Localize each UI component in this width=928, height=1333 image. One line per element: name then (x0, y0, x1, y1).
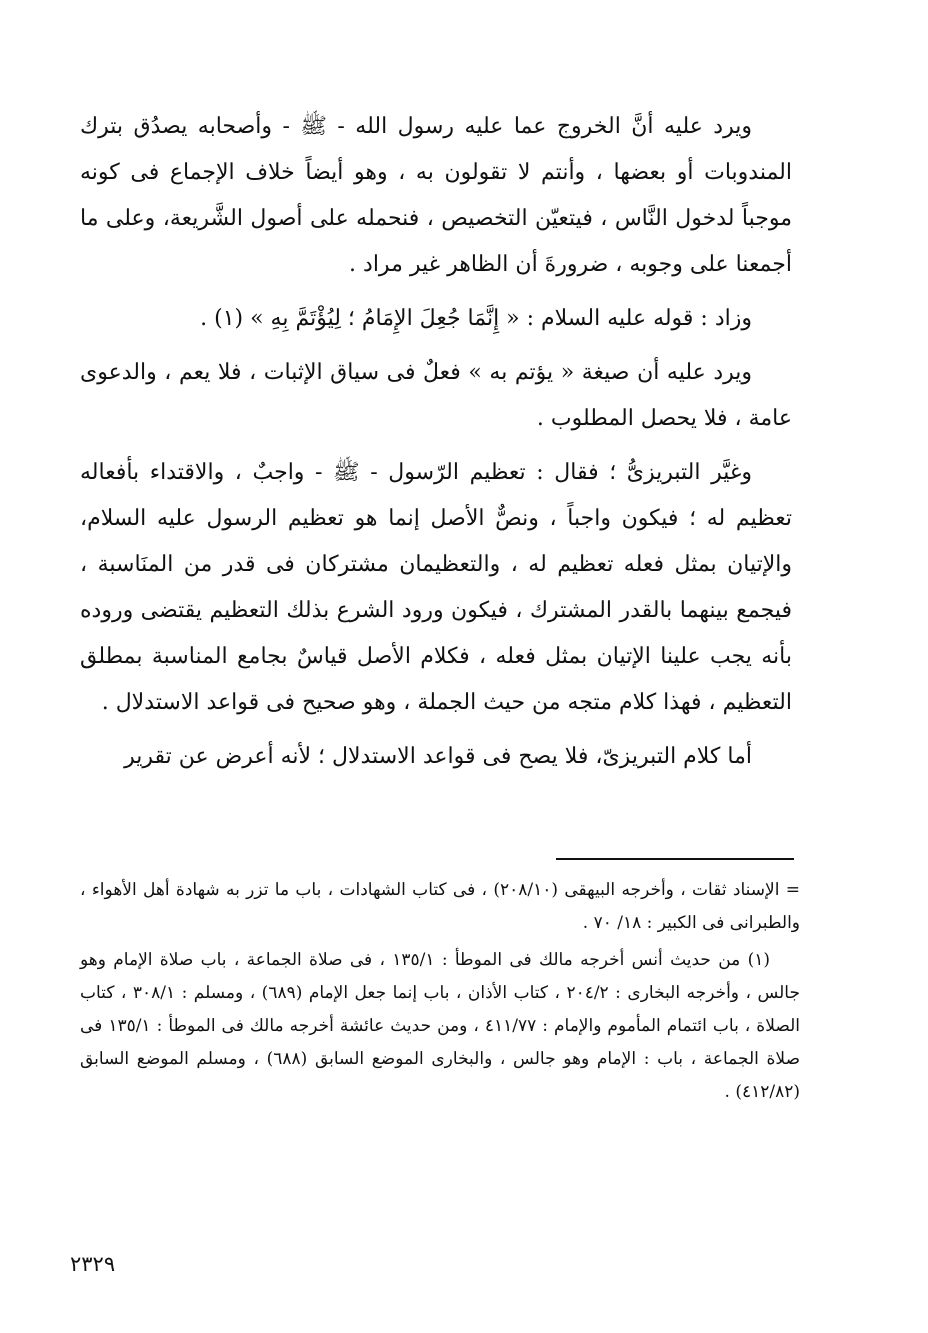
footnote-1: (١) من حديث أنس أخرجه مالك فى الموطأ : ١٣٥/١ ، فى صلاة الجماعة ، باب صلاة الإمام وهو جالس ، وأخرجه البخارى : ٢٠٤/٢ ، كتاب الأذان ، باب إنما جعل الإمام (٦٨٩) ، ومسلم : ٣٠٨/١ ، كتاب الصلاة ، باب ائتمام المأموم والإمام : ٤١١/٧٧ ، ومن حديث عائشة أخرجه مالك فى الموطأ : ١٣٥/١ فى صلاة الجماعة ، باب : الإمام وهو جالس ، والبخارى الموضع السابق (٦٨٨) ، ومسلم الموضع السابق (٤١٢/٨٢) . (80, 950, 801, 1102)
paragraph-5: أما كلام التبريزىّ، فلا يصح فى قواعد الاستدلال ؛ لأنه أعرض عن تقرير (124, 744, 752, 769)
footnote-continuation: = الإسناد ثقات ، وأخرجه البيهقى (٢٠٨/١٠) ، فى كتاب الشهادات ، باب ما تزر به شهادة أهل الأهواء ، والطبرانى فى الكبير : ١٨/ ٧٠ . (80, 880, 800, 933)
paragraph-4: وغيَّر التبريزىُّ ؛ فقال : تعظيم الرّسول - ﷺ - واجبٌ ، والاقتداء بأفعاله تعظيم له ؛ فيكون واجباً ، ونصٌّ الأصل إنما هو تعظيم الرسول عليه السلام، والإتيان بمثل فعله تعظيم له ، والتعظيمان مشتركان فى قدر من المنَاسبة ، فيجمع بينهما بالقدر المشترك ، فيكون ورود الشرع بذلك التعظيم يقتضى وروده بأنه يجب علينا الإتيان بمثل فعله ، فكلام الأصل قياسٌ بجامع المناسبة بمطلق التعظيم ، فهذا كلام متجه من حيث الجملة ، وهو صحيح فى قواعد الاستدلال . (80, 460, 792, 715)
paragraph-1: ويرد عليه أنَّ الخروج عما عليه رسول الله - ﷺ - وأصحابه يصدُق بترك المندوبات أو بعضها ، وأنتم لا تقولون به ، وهو أيضاً خلاف الإجماع فى كونه موجباً لدخول النَّاس ، فيتعيّن التخصيص ، فنحمله على أصول الشَّريعة، وعلى ما أجمعنا على وجوبه ، ضرورةَ أن الظاهر غير مراد . (80, 114, 792, 277)
main-text (80, 104, 792, 788)
paragraph-2: وزاد : قوله عليه السلام : « إِنَّمَا جُعِلَ الإِمَامُ ؛ لِيُؤْتَمَّ بِهِ » (١) . (200, 306, 752, 331)
footnotes (80, 874, 800, 1113)
page-number: ٢٣٢٩ (70, 1252, 116, 1276)
paragraph-3: ويرد عليه أن صيغة « يؤتم به » فعلٌ فى سياق الإثبات ، فلا يعم ، والدعوى عامة ، فلا يحصل المطلوب . (80, 360, 792, 431)
footnote-separator (556, 858, 794, 860)
